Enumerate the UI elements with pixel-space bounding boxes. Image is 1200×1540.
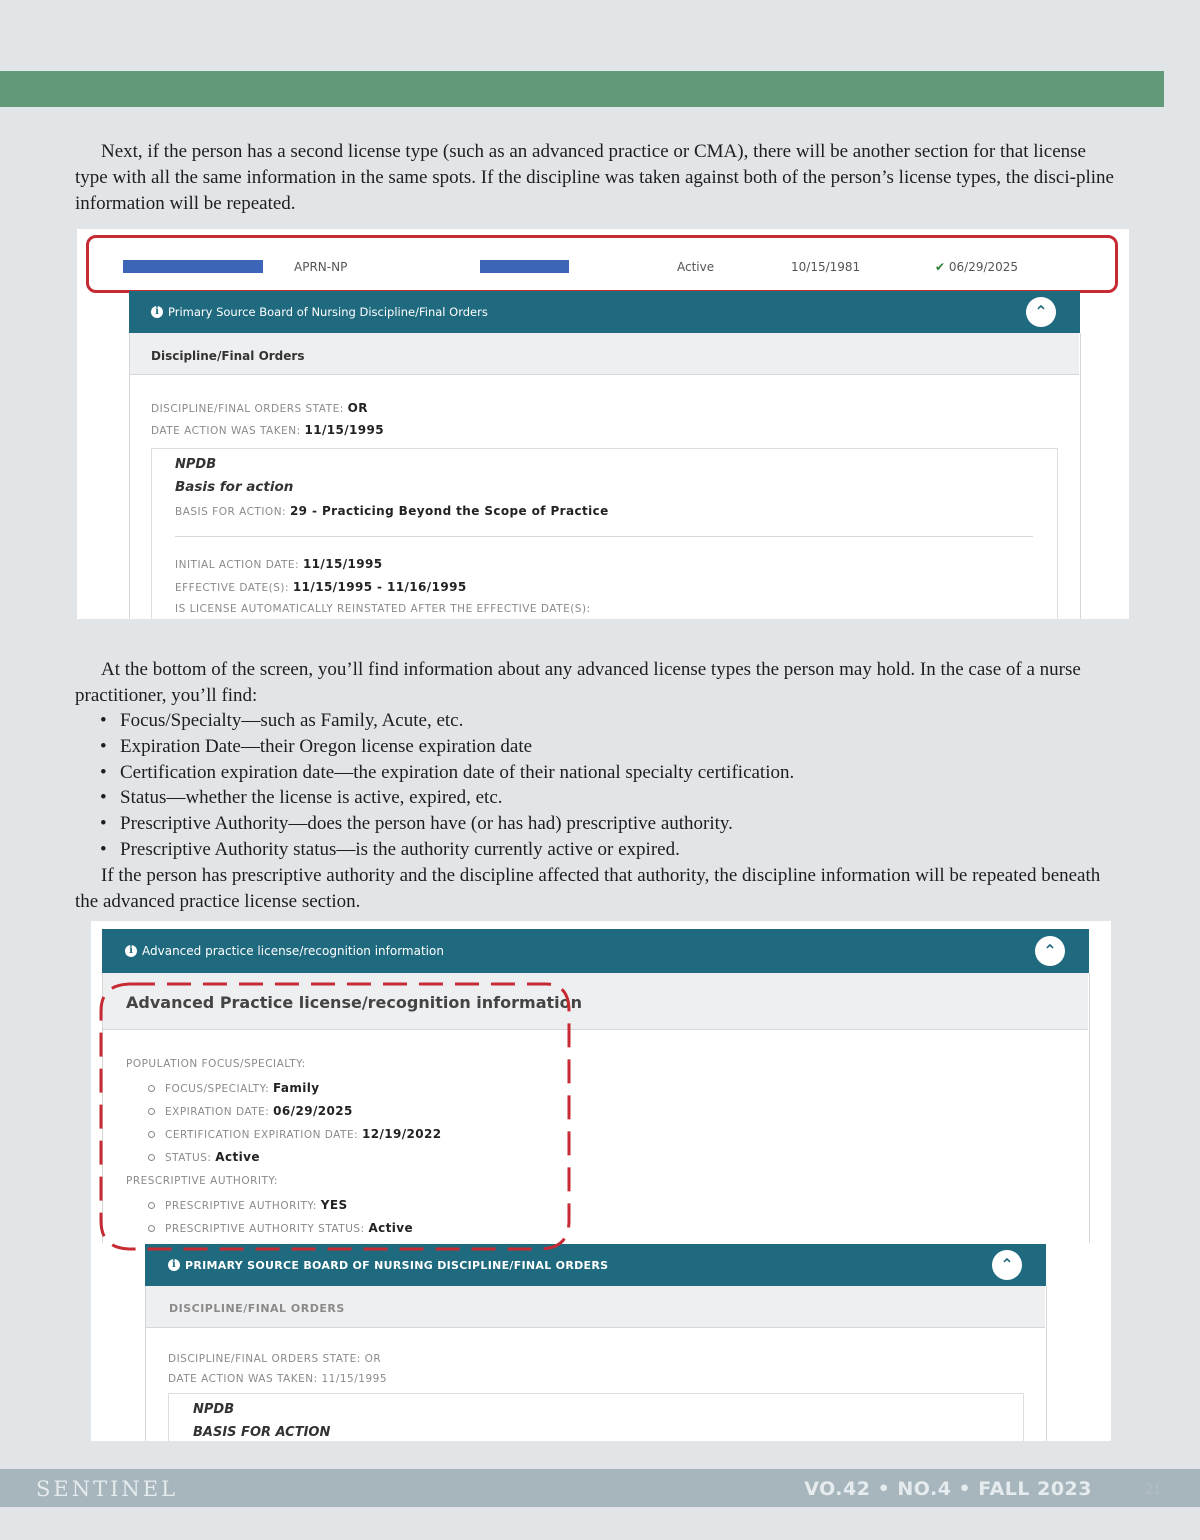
date-action-row: DATE ACTION WAS TAKEN: 11/15/1995 bbox=[151, 423, 385, 437]
section-header: Discipline/Final Orders bbox=[130, 333, 1079, 375]
prescriptive-status-row: PRESCRIPTIVE AUTHORITY STATUS: Active bbox=[148, 1221, 413, 1235]
cert-expiration-row: CERTIFICATION EXPIRATION DATE: 12/19/2022 bbox=[148, 1127, 442, 1141]
discipline-bar-2-title: PRIMARY SOURCE BOARD OF NURSING DISCIPLINE/FINAL ORDERS bbox=[185, 1258, 609, 1272]
redacted-license-number bbox=[480, 260, 569, 273]
expiration-cell bbox=[935, 260, 1018, 274]
discipline-section-header-2: DISCIPLINE/FINAL ORDERS bbox=[146, 1286, 1045, 1328]
info-bullet-list bbox=[100, 708, 1100, 863]
info-icon: i bbox=[125, 945, 137, 957]
basis-row: BASIS FOR ACTION: 29 - Practicing Beyond the Scope of Practice bbox=[175, 504, 609, 518]
info-icon: i bbox=[168, 1259, 180, 1271]
initial-value: 11/15/1995 bbox=[302, 557, 383, 571]
chevron-up-icon[interactable]: ⌃ bbox=[1026, 297, 1056, 327]
prescriptive-status-value: Active bbox=[368, 1221, 414, 1235]
license-type-cell: APRN-NP bbox=[294, 260, 348, 274]
list-item: • Status—whether the license is active, expired, etc. bbox=[100, 785, 1100, 811]
basis-value: 29 - Practicing Beyond the Scope of Practice bbox=[289, 504, 609, 518]
reinstated-row: IS LICENSE AUTOMATICALLY REINSTATED AFTER THE EFFECTIVE DATE(S): bbox=[175, 603, 591, 615]
issue-info: VO.42 • NO.4 • FALL 2023 bbox=[804, 1478, 1092, 1500]
status-row: STATUS: Active bbox=[148, 1150, 260, 1164]
discipline-bar-title: Primary Source Board of Nursing Discipline/Final Orders bbox=[168, 305, 488, 319]
dashed-highlight bbox=[91, 921, 1111, 1261]
paragraph-second-license: Next, if the person has a second license type (such as an advanced practice or CMA), there will be another section for that license type with all the same information in the same spots. If the discipline was taken against both of the person’s license types, the disci-pline information will be repeated. bbox=[75, 141, 1114, 214]
date-action-value: 11/15/1995 bbox=[304, 423, 385, 437]
state-value: OR bbox=[347, 401, 368, 415]
list-item: • Prescriptive Authority—does the person have (or has had) prescriptive authority. bbox=[100, 811, 1100, 837]
expiration-row: EXPIRATION DATE: 06/29/2025 bbox=[148, 1104, 353, 1118]
basis-heading: Basis for action bbox=[175, 479, 294, 495]
cert-expiration-value: 12/19/2022 bbox=[361, 1127, 442, 1141]
page-number: 21 bbox=[1145, 1481, 1161, 1498]
npdb-label: NPDB bbox=[175, 457, 217, 472]
chevron-up-icon[interactable]: ⌃ bbox=[1035, 936, 1065, 966]
publication-name: SENTINEL bbox=[36, 1477, 179, 1501]
date-cell: 10/15/1981 bbox=[791, 260, 861, 274]
screenshot-license-discipline bbox=[77, 229, 1129, 619]
state-row: DISCIPLINE/FINAL ORDERS STATE: OR bbox=[151, 401, 368, 415]
expiration-value: 06/29/2025 bbox=[273, 1104, 353, 1118]
npdb-label-2: NPDB bbox=[193, 1402, 235, 1417]
status-value: Active bbox=[215, 1150, 260, 1164]
list-item: • Certification expiration date—the expiration date of their national specialty certification. bbox=[100, 760, 1100, 786]
chevron-up-icon[interactable]: ⌃ bbox=[992, 1250, 1022, 1280]
discipline-bar[interactable] bbox=[129, 291, 1080, 333]
screenshot-advanced-practice bbox=[91, 921, 1111, 1441]
prescriptive-row: PRESCRIPTIVE AUTHORITY: YES bbox=[148, 1198, 348, 1212]
date-action-row-2: DATE ACTION WAS TAKEN: 11/15/1995 bbox=[168, 1373, 387, 1385]
focus-value: Family bbox=[272, 1081, 320, 1095]
page-footer bbox=[0, 1469, 1200, 1507]
list-item: • Expiration Date—their Oregon license expiration date bbox=[100, 734, 1100, 760]
state-row-2: DISCIPLINE/FINAL ORDERS STATE: OR bbox=[168, 1353, 382, 1365]
list-item: • Focus/Specialty—such as Family, Acute, etc. bbox=[100, 708, 1100, 734]
status-cell: Active bbox=[677, 260, 715, 274]
header-green-band bbox=[0, 71, 1164, 107]
basis-heading-2: BASIS FOR ACTION bbox=[193, 1425, 331, 1440]
redacted-name bbox=[123, 260, 263, 273]
paragraph-prescriptive: If the person has prescriptive authority and the discipline affected that authority, the discipline information will be repeated beneath the advanced practice license section. bbox=[75, 865, 1101, 912]
list-item: • Prescriptive Authority status—is the authority currently active or expired. bbox=[100, 837, 1100, 863]
prescriptive-heading: PRESCRIPTIVE AUTHORITY: bbox=[126, 1175, 278, 1187]
population-focus-heading: POPULATION FOCUS/SPECIALTY: bbox=[126, 1058, 306, 1070]
paragraph-advanced-license: At the bottom of the screen, you’ll find information about any advanced license types the person may hold. In the case of a nurse practitioner, you’ll find: bbox=[75, 659, 1081, 706]
check-icon: ✔ bbox=[935, 260, 946, 274]
advanced-section-header: Advanced Practice license/recognition information bbox=[103, 973, 1088, 1030]
info-icon: i bbox=[151, 306, 163, 318]
initial-row: INITIAL ACTION DATE: 11/15/1995 bbox=[175, 557, 383, 571]
effective-value: 11/15/1995 - 11/16/1995 bbox=[292, 580, 467, 594]
advanced-bar-title: Advanced practice license/recognition information bbox=[142, 944, 444, 958]
effective-row: EFFECTIVE DATE(S): 11/15/1995 - 11/16/1995 bbox=[175, 580, 467, 594]
expiration-date: 06/29/2025 bbox=[948, 260, 1019, 274]
focus-row: FOCUS/SPECIALTY: Family bbox=[148, 1081, 320, 1095]
divider bbox=[175, 536, 1033, 537]
prescriptive-value: YES bbox=[320, 1198, 348, 1212]
